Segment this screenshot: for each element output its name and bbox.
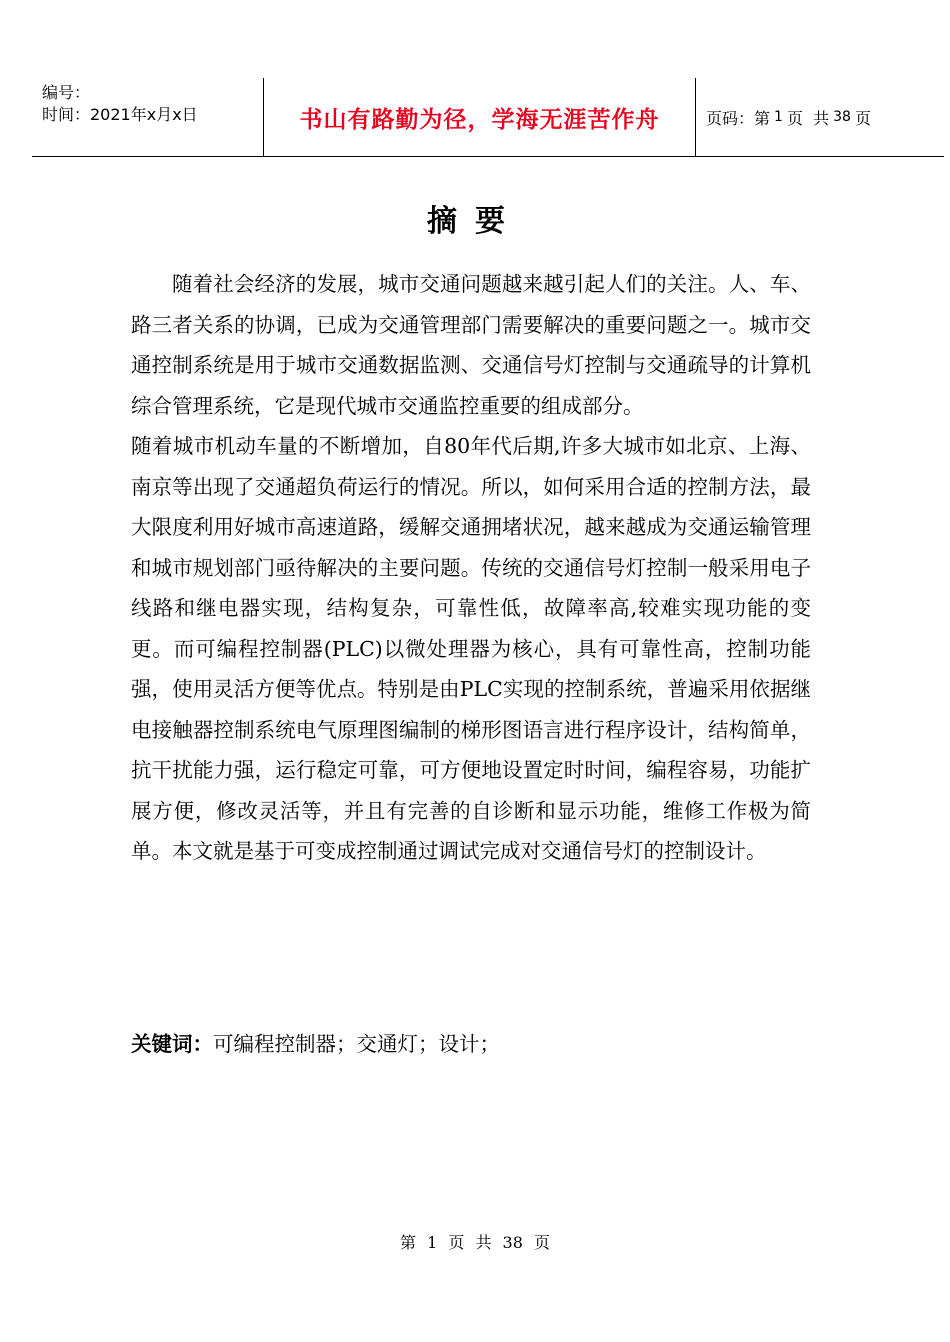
abstract-paragraph-1: 随着社会经济的发展，城市交通问题越来越引起人们的关注。人、车、路三者关系的协调，已成为交通管理部门需要解决的重要问题之一。城市交通控制系统是用于城市交通数据监测、交通信号灯控制与交通疏导的计算机综合管理系统，它是现代城市交通监控重要的组成部分。: [131, 272, 811, 418]
abstract-paragraph-2: 随着城市机动车量的不断增加，自80年代后期,许多大城市如北京、上海、南京等出现了交通超负荷运行的情况。所以，如何采用合适的控制方法，最大限度利用好城市高速道路，缓解交通拥堵状况，越来越成为交通运输管理和城市规划部门亟待解决的主要问题。传统的交通信号灯控制一般采用电子线路和继电器实现，结构复杂，可靠性低，故障率高,较难实现功能的变更。而可编程控制器(PLC)以微处理器为核心，具有可靠性高，控制功能强，使用灵活方便等优点。特别是由PLC实现的控制系统，普遍采用依据继电接触器控制系统电气原理图编制的梯形图语言进行程序设计，结构简单，抗干扰能力强，运行稳定可靠，可方便地设置定时时间，编程容易，功能扩展方便，修改灵活等，并且有完善的自诊断和显示功能，维修工作极为简单。本文就是基于可变成控制通过调试完成对交通信号灯的控制设计。: [131, 434, 811, 863]
page-middle: 页 共: [786, 108, 830, 128]
document-title: 摘要: [427, 204, 523, 239]
page-footer: 第 1 页 共 38 页: [400, 1233, 550, 1252]
page-suffix: 页: [854, 108, 871, 128]
header-motto: 书山有路勤为径，学海无涯苦作舟: [264, 78, 696, 156]
header-page-number: [696, 78, 944, 156]
keywords-label: 关键词：: [131, 1032, 213, 1056]
keywords-value: 可编程控制器；交通灯；设计；: [213, 1032, 500, 1056]
page-current: 1: [774, 109, 783, 125]
page-total: 38: [833, 109, 851, 125]
time-label: 时间：2021年x月x日: [42, 105, 198, 124]
page-header: [32, 78, 944, 157]
serial-label: 编号：: [42, 83, 91, 102]
header-meta: [32, 78, 264, 156]
keywords-line: [131, 1024, 500, 1064]
abstract-body: [131, 264, 811, 872]
page-prefix: 页码：第: [706, 108, 771, 128]
